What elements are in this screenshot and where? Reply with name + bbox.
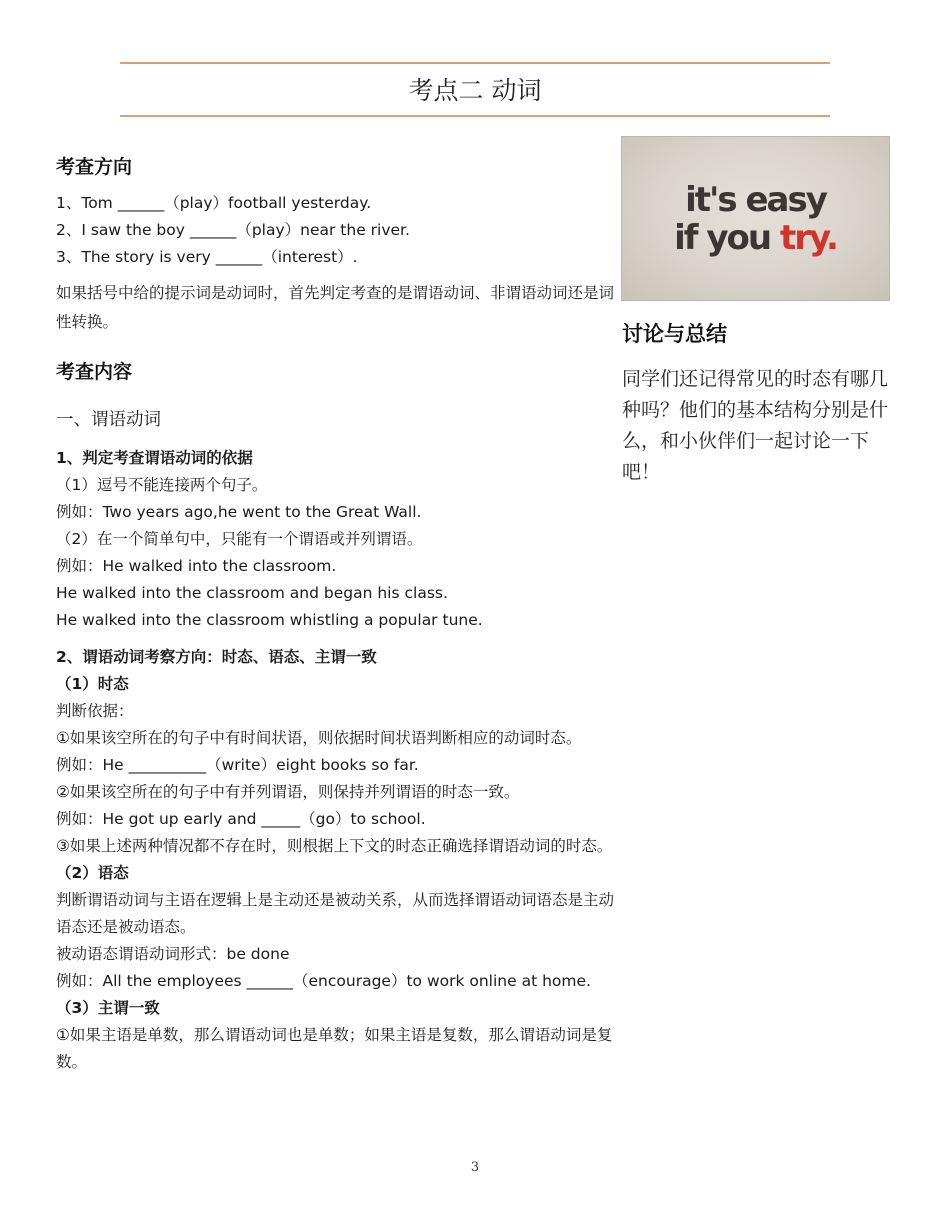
slogan-line-1: it's easy bbox=[685, 179, 826, 220]
point-line: He walked into the classroom whistling a popular tune. bbox=[56, 611, 483, 629]
point-line: （2）在一个简单句中，只能有一个谓语或并列谓语。 bbox=[56, 530, 423, 548]
voice-paragraph: 判断谓语动词与主语在逻辑上是主动还是被动关系，从而选择谓语动词语态是主动语态还是被动语态。 bbox=[56, 891, 615, 936]
page-number: 3 bbox=[470, 1160, 480, 1175]
exercise-item: 2、I saw the boy ______（play）near the river. bbox=[56, 221, 410, 239]
sidebar-text: 同学们还记得常见的时态有哪几种吗？他们的基本结构分别是什么，和小伙伴们一起讨论一下吧！ bbox=[622, 368, 889, 483]
voice-title: （2）语态 bbox=[56, 864, 129, 882]
slogan-line-2 bbox=[674, 219, 837, 257]
section-heading-direction: 考查方向 bbox=[56, 156, 133, 178]
sidebar-heading: 讨论与总结 bbox=[622, 322, 727, 346]
point-title: 2、谓语动词考察方向：时态、语态、主谓一致 bbox=[56, 648, 377, 666]
point-line: 判断依据： bbox=[56, 702, 134, 720]
agreement-paragraph: ①如果主语是单数，那么谓语动词也是单数；如果主语是复数，那么谓语动词是复数。 bbox=[56, 1026, 613, 1071]
title-rule-bottom bbox=[120, 115, 830, 117]
point-title: 1、判定考查谓语动词的依据 bbox=[56, 449, 253, 467]
direction-note: 如果括号中给的提示词是动词时，首先判定考查的是谓语动词、非谓语动词还是词性转换。 bbox=[56, 284, 615, 331]
slogan-image bbox=[621, 136, 890, 301]
tense-paragraph: ③如果上述两种情况都不存在时，则根据上下文的时态正确选择谓语动词的时态。 bbox=[56, 837, 613, 855]
point-line: 例如：He walked into the classroom. bbox=[56, 557, 337, 575]
point-line: ①如果该空所在的句子中有时间状语，则依据时间状语判断相应的动词时态。 bbox=[56, 729, 582, 747]
subheading-predicate-verb: 一、谓语动词 bbox=[56, 410, 161, 430]
section-heading-content: 考查内容 bbox=[56, 361, 133, 383]
point-line: 例如：He got up early and _____（go）to school. bbox=[56, 810, 426, 828]
exercise-item: 1、Tom ______（play）football yesterday. bbox=[56, 194, 372, 212]
slogan-line-2-prefix: if you bbox=[674, 217, 780, 258]
point-line: He walked into the classroom and began his class. bbox=[56, 584, 448, 602]
main-content bbox=[56, 148, 616, 1076]
tense-title: （1）时态 bbox=[56, 675, 129, 693]
exercise-item: 3、The story is very ______（interest）. bbox=[56, 248, 358, 266]
point-line: 例如：Two years ago,he went to the Great Wall. bbox=[56, 503, 422, 521]
page-title: 考点二 动词 bbox=[408, 75, 542, 105]
agreement-title: （3）主谓一致 bbox=[56, 999, 160, 1017]
point-line: ②如果该空所在的句子中有并列谓语，则保持并列谓语的时态一致。 bbox=[56, 783, 520, 801]
point-line: 例如：All the employees ______（encourage）to work online at home. bbox=[56, 972, 591, 990]
point-line: （1）逗号不能连接两个句子。 bbox=[56, 476, 268, 494]
point-line: 例如：He __________（write）eight books so far. bbox=[56, 756, 419, 774]
slogan-accent-word: try. bbox=[779, 217, 837, 258]
point-line: 被动语态谓语动词形式：be done bbox=[56, 945, 290, 963]
